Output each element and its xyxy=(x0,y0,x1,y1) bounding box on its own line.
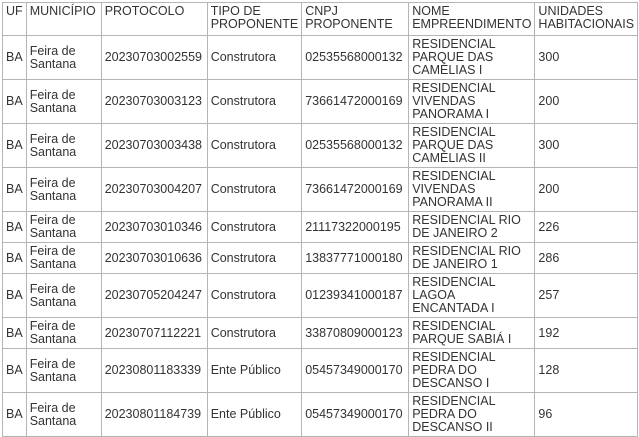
cell-nome-empreendimento: RESIDENCIAL VIVENDAS PANORAMA II xyxy=(409,168,535,212)
cell-unidades: 286 xyxy=(535,243,638,274)
table-row xyxy=(3,168,638,212)
cell-municipio: Feira de Santana xyxy=(26,212,101,243)
cell-unidades: 300 xyxy=(535,124,638,168)
table-row xyxy=(3,36,638,80)
cell-unidades: 128 xyxy=(535,349,638,393)
cell-municipio: Feira de Santana xyxy=(26,168,101,212)
housing-projects-table xyxy=(2,2,638,437)
cell-municipio: Feira de Santana xyxy=(26,80,101,124)
cell-cnpj: 13837771000180 xyxy=(302,243,409,274)
cell-unidades: 226 xyxy=(535,212,638,243)
cell-nome-empreendimento: RESIDENCIAL PARQUE DAS CAMÉLIAS II xyxy=(409,124,535,168)
table-row xyxy=(3,318,638,349)
header-unidades-habitacionais: UNIDADES HABITACIONAIS xyxy=(535,3,638,36)
cell-protocolo: 20230703003438 xyxy=(101,124,207,168)
header-protocolo: PROTOCOLO xyxy=(101,3,207,36)
cell-uf: BA xyxy=(3,124,27,168)
table-row xyxy=(3,243,638,274)
cell-protocolo: 20230801184739 xyxy=(101,393,207,437)
cell-uf: BA xyxy=(3,393,27,437)
cell-cnpj: 21117322000195 xyxy=(302,212,409,243)
cell-municipio: Feira de Santana xyxy=(26,36,101,80)
cell-uf: BA xyxy=(3,318,27,349)
cell-protocolo: 20230703003123 xyxy=(101,80,207,124)
header-uf: UF xyxy=(3,3,27,36)
cell-nome-empreendimento: RESIDENCIAL PARQUE DAS CAMÉLIAS I xyxy=(409,36,535,80)
cell-uf: BA xyxy=(3,36,27,80)
cell-municipio: Feira de Santana xyxy=(26,243,101,274)
table-row xyxy=(3,349,638,393)
cell-protocolo: 20230703002559 xyxy=(101,36,207,80)
cell-nome-empreendimento: RESIDENCIAL PEDRA DO DESCANSO II xyxy=(409,393,535,437)
cell-unidades: 192 xyxy=(535,318,638,349)
cell-cnpj: 73661472000169 xyxy=(302,168,409,212)
cell-nome-empreendimento: RESIDENCIAL VIVENDAS PANORAMA I xyxy=(409,80,535,124)
cell-municipio: Feira de Santana xyxy=(26,349,101,393)
cell-unidades: 200 xyxy=(535,168,638,212)
cell-unidades: 200 xyxy=(535,80,638,124)
cell-tipo-proponente: Construtora xyxy=(207,212,302,243)
cell-tipo-proponente: Construtora xyxy=(207,274,302,318)
table-row xyxy=(3,80,638,124)
cell-uf: BA xyxy=(3,349,27,393)
cell-municipio: Feira de Santana xyxy=(26,393,101,437)
cell-tipo-proponente: Ente Público xyxy=(207,393,302,437)
cell-protocolo: 20230703010346 xyxy=(101,212,207,243)
cell-nome-empreendimento: RESIDENCIAL RIO DE JANEIRO 2 xyxy=(409,212,535,243)
cell-tipo-proponente: Construtora xyxy=(207,36,302,80)
cell-protocolo: 20230703010636 xyxy=(101,243,207,274)
cell-cnpj: 05457349000170 xyxy=(302,349,409,393)
cell-nome-empreendimento: RESIDENCIAL PEDRA DO DESCANSO I xyxy=(409,349,535,393)
cell-protocolo: 20230707112221 xyxy=(101,318,207,349)
cell-cnpj: 01239341000187 xyxy=(302,274,409,318)
cell-unidades: 257 xyxy=(535,274,638,318)
header-nome-empreendimento: NOME EMPREENDIMENTO xyxy=(409,3,535,36)
cell-cnpj: 02535568000132 xyxy=(302,124,409,168)
cell-nome-empreendimento: RESIDENCIAL RIO DE JANEIRO 1 xyxy=(409,243,535,274)
cell-municipio: Feira de Santana xyxy=(26,274,101,318)
cell-protocolo: 20230801183339 xyxy=(101,349,207,393)
header-municipio: MUNICÍPIO xyxy=(26,3,101,36)
cell-nome-empreendimento: RESIDENCIAL LAGOA ENCANTADA I xyxy=(409,274,535,318)
header-cnpj-proponente: CNPJ PROPONENTE xyxy=(302,3,409,36)
cell-municipio: Feira de Santana xyxy=(26,124,101,168)
cell-uf: BA xyxy=(3,274,27,318)
cell-tipo-proponente: Construtora xyxy=(207,168,302,212)
cell-uf: BA xyxy=(3,243,27,274)
table-row xyxy=(3,393,638,437)
cell-cnpj: 02535568000132 xyxy=(302,36,409,80)
cell-unidades: 300 xyxy=(535,36,638,80)
cell-tipo-proponente: Ente Público xyxy=(207,349,302,393)
table-row xyxy=(3,274,638,318)
cell-tipo-proponente: Construtora xyxy=(207,318,302,349)
header-row xyxy=(3,3,638,36)
cell-uf: BA xyxy=(3,80,27,124)
cell-nome-empreendimento: RESIDENCIAL PARQUE SABIÁ I xyxy=(409,318,535,349)
cell-tipo-proponente: Construtora xyxy=(207,243,302,274)
cell-cnpj: 05457349000170 xyxy=(302,393,409,437)
cell-tipo-proponente: Construtora xyxy=(207,80,302,124)
cell-uf: BA xyxy=(3,168,27,212)
cell-cnpj: 33870809000123 xyxy=(302,318,409,349)
cell-uf: BA xyxy=(3,212,27,243)
cell-municipio: Feira de Santana xyxy=(26,318,101,349)
cell-cnpj: 73661472000169 xyxy=(302,80,409,124)
cell-protocolo: 20230703004207 xyxy=(101,168,207,212)
cell-tipo-proponente: Construtora xyxy=(207,124,302,168)
table-row xyxy=(3,124,638,168)
cell-protocolo: 20230705204247 xyxy=(101,274,207,318)
header-tipo-proponente: TIPO DE PROPONENTE xyxy=(207,3,302,36)
cell-unidades: 96 xyxy=(535,393,638,437)
table-row xyxy=(3,212,638,243)
